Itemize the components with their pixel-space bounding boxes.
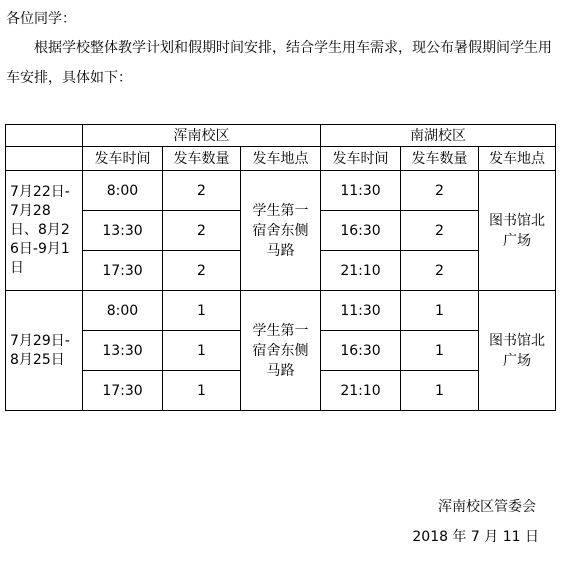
header-count-nanhu: 发车数量 bbox=[401, 147, 479, 171]
count-cell: 2 bbox=[163, 211, 241, 251]
time-cell: 17:30 bbox=[83, 251, 163, 291]
count-cell: 2 bbox=[401, 171, 479, 211]
time-cell: 16:30 bbox=[321, 331, 401, 371]
campus-nanhu-header: 南湖校区 bbox=[321, 125, 556, 147]
table-row bbox=[6, 171, 556, 211]
count-cell: 1 bbox=[163, 371, 241, 411]
location-cell-hunnan bbox=[241, 291, 321, 411]
campus-hunnan-header: 浑南校区 bbox=[83, 125, 321, 147]
time-cell: 8:00 bbox=[83, 171, 163, 211]
greeting: 各位同学： bbox=[6, 11, 76, 27]
header-location-nanhu: 发车地点 bbox=[479, 147, 556, 171]
count-cell: 1 bbox=[401, 371, 479, 411]
location-cell-nanhu bbox=[479, 291, 556, 411]
date-range-text: 7月29日-8月25日 bbox=[10, 332, 70, 368]
count-cell: 1 bbox=[401, 291, 479, 331]
time-cell: 11:30 bbox=[321, 291, 401, 331]
time-cell: 17:30 bbox=[83, 371, 163, 411]
time-cell: 13:30 bbox=[83, 211, 163, 251]
header-location-hunnan: 发车地点 bbox=[241, 147, 321, 171]
time-cell: 11:30 bbox=[321, 171, 401, 211]
time-cell: 8:00 bbox=[83, 291, 163, 331]
date-header-cell bbox=[6, 147, 83, 171]
date-range-cell bbox=[6, 171, 83, 291]
count-cell: 2 bbox=[163, 171, 241, 211]
date-range-text: 7月22日-7月28日、8月26日-9月1日 bbox=[10, 184, 70, 276]
location-cell-hunnan bbox=[241, 171, 321, 291]
time-cell: 13:30 bbox=[83, 331, 163, 371]
count-cell: 1 bbox=[401, 331, 479, 371]
table-row bbox=[6, 291, 556, 331]
corner-cell bbox=[6, 125, 83, 147]
header-count-hunnan: 发车数量 bbox=[163, 147, 241, 171]
count-cell: 2 bbox=[401, 211, 479, 251]
intro-paragraph: 根据学校整体教学计划和假期时间安排，结合学生用车需求，现公布暑假期间学生用车安排，具体如下： bbox=[6, 40, 552, 86]
date-range-cell bbox=[6, 291, 83, 411]
issue-date: 2018 年 7 月 11 日 bbox=[412, 529, 539, 545]
location-text: 图书馆北广场 bbox=[489, 332, 545, 369]
bus-schedule-table bbox=[5, 124, 556, 411]
location-text: 学生第一宿舍东侧马路 bbox=[252, 322, 309, 379]
header-time-nanhu: 发车时间 bbox=[321, 147, 401, 171]
time-cell: 21:10 bbox=[321, 371, 401, 411]
count-cell: 2 bbox=[163, 251, 241, 291]
location-text: 图书馆北广场 bbox=[489, 212, 545, 249]
time-cell: 16:30 bbox=[321, 211, 401, 251]
location-cell-nanhu bbox=[479, 171, 556, 291]
count-cell: 1 bbox=[163, 331, 241, 371]
location-text: 学生第一宿舍东侧马路 bbox=[252, 202, 309, 259]
header-time-hunnan: 发车时间 bbox=[83, 147, 163, 171]
time-cell: 21:10 bbox=[321, 251, 401, 291]
issuer-signature: 浑南校区管委会 bbox=[438, 499, 536, 515]
column-header-row bbox=[6, 147, 556, 171]
count-cell: 2 bbox=[401, 251, 479, 291]
campus-header-row bbox=[6, 125, 556, 147]
count-cell: 1 bbox=[163, 291, 241, 331]
